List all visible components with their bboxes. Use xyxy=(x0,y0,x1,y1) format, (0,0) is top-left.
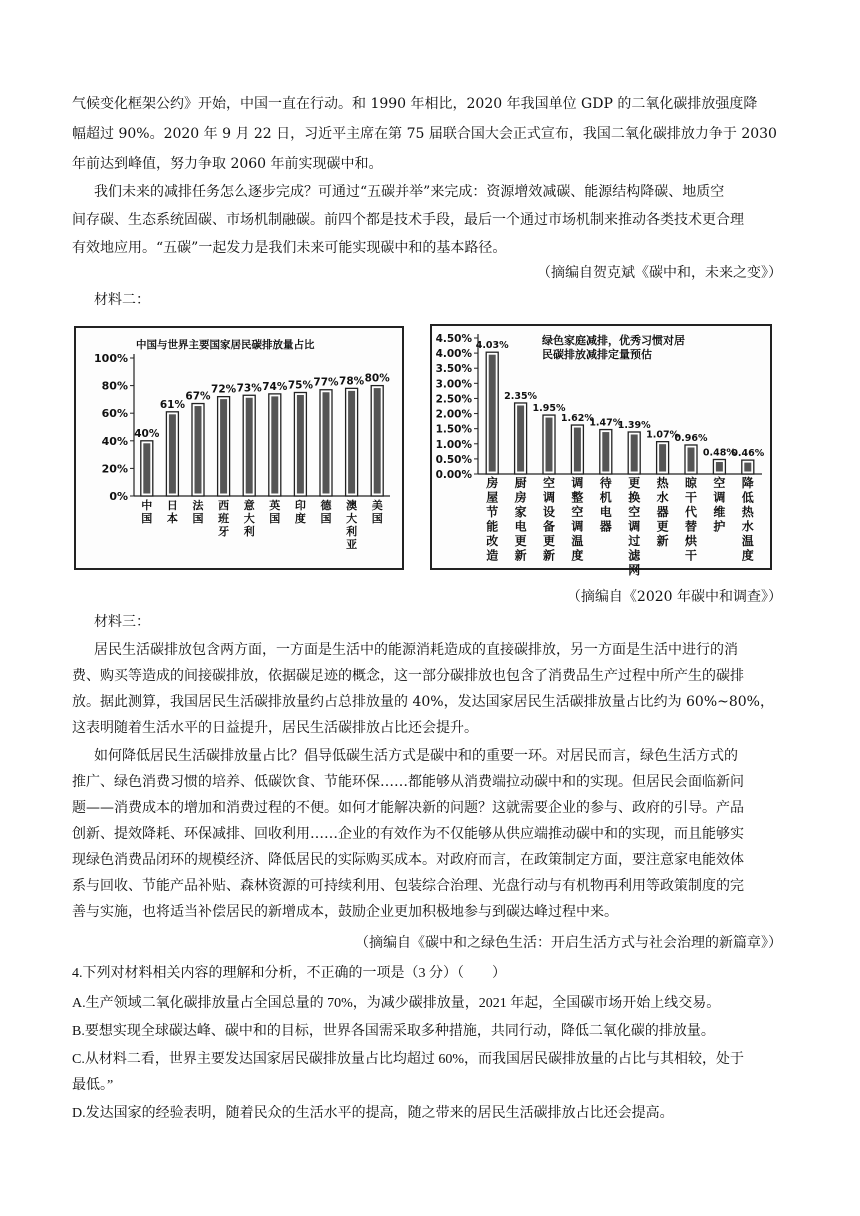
category-label-char: 调 xyxy=(713,490,726,505)
bar-fill xyxy=(546,418,553,472)
chart-title-line-2: 民碳排放减排定量预估 xyxy=(542,348,652,361)
chart-green-household-reduction xyxy=(430,324,772,577)
data-label: 80% xyxy=(364,372,390,385)
category-label-char: 利 xyxy=(346,525,358,538)
y-tick-label: 100% xyxy=(94,352,128,365)
category-label-char: 器 xyxy=(599,519,612,534)
paragraph-line: 间存碳、生态系统固碳、市场机制融碳。前四个都是技术手段，最后一个通过市场机制来推动各类技术更合理 xyxy=(72,212,744,228)
category-label-char: 空 xyxy=(571,505,584,519)
category-label-char: 能 xyxy=(486,519,499,534)
category-label-char: 设 xyxy=(542,505,556,519)
category-label-char: 整 xyxy=(571,490,584,505)
paragraph-line: 有效地应用。“五碳”一起发力是我们未来可能实现碳中和的基本路径。 xyxy=(72,240,507,256)
category-label-char: 家 xyxy=(514,505,527,519)
category-label-char: 本 xyxy=(166,512,178,525)
bar-fill xyxy=(246,398,253,494)
category-label-char: 国 xyxy=(269,512,281,525)
category-label-char: 待 xyxy=(599,476,612,490)
bar-fill xyxy=(348,391,355,494)
category-label-char: 度 xyxy=(741,548,754,563)
category-label-char: 晾 xyxy=(684,476,698,490)
category-label-char: 房 xyxy=(514,490,527,505)
source-citation: （摘编自贺克斌《碳中和，未来之变》） xyxy=(537,265,782,281)
y-tick-label: 2.50% xyxy=(435,393,472,406)
y-tick-label: 3.00% xyxy=(435,378,472,391)
material-3-heading: 材料三： xyxy=(94,614,150,630)
y-tick-label: 4.50% xyxy=(435,333,472,345)
category-label-char: 中 xyxy=(141,499,153,512)
category-label-char: 国 xyxy=(141,512,153,525)
category-label-char: 法 xyxy=(192,499,204,512)
y-tick-label: 0.50% xyxy=(435,453,472,466)
category-label-char: 大 xyxy=(243,512,255,525)
y-tick-label: 80% xyxy=(101,379,128,393)
category-label-char: 调 xyxy=(542,490,556,505)
data-label: 78% xyxy=(339,375,365,388)
category-label-char: 器 xyxy=(656,505,669,519)
category-label-char: 调 xyxy=(628,519,641,534)
bar-fill xyxy=(602,432,609,471)
category-label-char: 低 xyxy=(741,490,754,505)
category-label-char: 班 xyxy=(218,512,230,525)
category-label-char: 度 xyxy=(294,512,306,525)
option-b: B.要想实现全球碳达峰、碳中和的目标，世界各国需采取多种措施，共同行动，降低二氧化碳的排放量。 xyxy=(72,1024,715,1039)
y-tick-label: 4.00% xyxy=(435,348,472,361)
category-label-char: 造 xyxy=(486,548,499,563)
option-c: C.从材料二看，世界主要发达国家居民碳排放量占比均超过 60%，而我国居民碳排放量的占比与其相较，处于 xyxy=(72,1052,744,1067)
bar-fill xyxy=(744,463,751,472)
y-tick-label: 40% xyxy=(101,434,128,448)
category-label-char: 更 xyxy=(656,519,669,534)
paragraph-line: 推广、绿色消费习惯的培养、低碳饮食、节能环保……都能够从消费端拉动碳中和的实现。但居民会面临新问 xyxy=(72,774,744,790)
category-label-char: 德 xyxy=(320,499,332,512)
category-label-char: 美 xyxy=(371,499,383,512)
category-label-char: 日 xyxy=(166,499,178,512)
paragraph-line: 年前达到峰值，努力争取 2060 年前实现碳中和。 xyxy=(72,156,383,172)
option-a: A.生产领域二氧化碳排放量占全国总量的 70%，为减少碳排放量，2021 年起，全国碳市场开始上线交易。 xyxy=(72,996,721,1011)
category-label-char: 过 xyxy=(628,534,641,548)
category-label-char: 网 xyxy=(628,563,641,577)
category-label-char: 水 xyxy=(656,490,669,505)
paragraph-line: 幅超过 90%。2020 年 9 月 22 日，习近平主席在第 75 届联合国大会正式宣布，我国二氧化碳排放力争于 2030 xyxy=(72,126,777,142)
bar-fill xyxy=(716,462,723,472)
chart-1-svg xyxy=(76,328,402,568)
category-label-char: 温 xyxy=(741,534,754,548)
y-tick-label: 1.00% xyxy=(435,438,472,451)
category-label-char: 亚 xyxy=(346,538,358,551)
category-label-char: 利 xyxy=(243,525,255,538)
category-label-char: 国 xyxy=(192,512,204,525)
bar-fill xyxy=(220,399,227,493)
paragraph-line: 费、购买等造成的间接碳排放，依据碳足迹的概念，这一部分碳排放也包含了消费品生产过程中所产生的碳排 xyxy=(72,668,744,684)
bar-fill xyxy=(688,447,695,471)
data-label: 1.95% xyxy=(532,403,566,415)
bar-fill xyxy=(374,388,381,493)
category-label-char: 烘 xyxy=(684,534,698,548)
category-label-char: 西 xyxy=(218,499,230,512)
y-tick-label: 20% xyxy=(101,462,128,476)
category-label-char: 改 xyxy=(486,534,499,548)
paragraph-line: 创新、提效降耗、环保减排、回收利用……企业的有效作为不仅能够从供应端推动碳中和的实现，而且能够实 xyxy=(72,826,744,842)
category-label-char: 维 xyxy=(713,505,726,519)
bar-fill xyxy=(195,406,202,493)
bar-fill xyxy=(631,434,638,471)
chart-residential-emission-share xyxy=(74,326,404,570)
category-label-char: 降 xyxy=(741,476,754,490)
category-label-char: 大 xyxy=(346,512,358,525)
bar-fill xyxy=(659,444,666,471)
category-label-char: 印 xyxy=(294,499,306,512)
question-stem: 4.下列对材料相关内容的理解和分析，不正确的一项是（3 分）（ ） xyxy=(72,966,506,981)
data-label: 1.47% xyxy=(589,417,623,429)
bar-fill xyxy=(297,395,304,494)
category-label-char: 国 xyxy=(371,512,383,525)
category-label-char: 意 xyxy=(243,499,255,512)
y-tick-label: 2.00% xyxy=(435,408,472,421)
bar-fill xyxy=(143,443,150,493)
source-citation: （摘编自《2020 年碳中和调查》） xyxy=(566,589,782,605)
paragraph-line: 善与实施，也将适当补偿居民的新增成本，鼓励企业更加积极地参与到碳达峰过程中来。 xyxy=(72,904,618,920)
data-label: 40% xyxy=(134,427,160,440)
data-label: 4.03% xyxy=(475,340,509,352)
category-label-char: 更 xyxy=(628,476,641,490)
category-label-char: 电 xyxy=(514,519,527,534)
chart-title-line-1: 绿色家庭减排，优秀习惯对居 xyxy=(542,334,685,347)
category-label-char: 国 xyxy=(320,512,332,525)
paragraph-line: 放。据此测算，我国居民生活碳排放量约占总排放量的 40%，发达国家居民生活碳排放量占比约为 60%~80%， xyxy=(72,694,774,710)
source-citation: （摘编自《碳中和之绿色生活：开启生活方式与社会治理的新篇章》） xyxy=(355,935,782,951)
category-label-char: 干 xyxy=(684,548,698,563)
category-label-char: 度 xyxy=(571,548,584,563)
y-tick-label: 60% xyxy=(101,407,128,421)
category-label-char: 节 xyxy=(486,505,499,519)
bar-fill xyxy=(574,428,581,472)
paragraph-line: 题——消费成本的增加和消费过程的不便。如何才能解决新的问题？这就需要企业的参与、政府的引导。产品 xyxy=(72,800,744,816)
category-label-char: 机 xyxy=(599,490,612,505)
category-label-char: 屋 xyxy=(486,490,499,505)
data-label: 0.48% xyxy=(702,447,736,459)
y-tick-label: 0% xyxy=(109,490,128,503)
y-tick-label: 0.00% xyxy=(435,469,472,481)
data-label: 75% xyxy=(287,379,313,392)
category-label-char: 热 xyxy=(741,505,754,519)
data-label: 77% xyxy=(313,376,339,389)
category-label-char: 牙 xyxy=(218,525,230,538)
y-tick-label: 1.50% xyxy=(435,423,472,436)
option-c-continued: 最低。” xyxy=(72,1078,114,1093)
category-label-char: 换 xyxy=(628,490,641,505)
category-label-char: 备 xyxy=(542,519,556,534)
data-label: 74% xyxy=(262,380,288,393)
data-label: 2.35% xyxy=(504,390,538,402)
category-label-char: 澳 xyxy=(346,499,358,512)
data-label: 1.07% xyxy=(646,429,680,441)
material-2-heading: 材料二： xyxy=(94,292,150,308)
paragraph-line: 系与回收、节能产品补贴、森林资源的可持续利用、包装综合治理、光盘行动与有机物再利用等政策制度的完 xyxy=(72,878,744,894)
paragraph-line: 气候变化框架公约》开始，中国一直在行动。和 1990 年相比，2020 年我国单位 GDP 的二氧化碳排放强度降 xyxy=(72,96,758,112)
category-label-char: 空 xyxy=(713,476,726,490)
category-label-char: 厨 xyxy=(514,476,527,490)
category-label-char: 代 xyxy=(684,505,698,519)
paragraph-line: 如何降低居民生活碳排放量占比？倡导低碳生活方式是碳中和的重要一环。对居民而言，绿色生活方式的 xyxy=(94,748,738,764)
category-label-char: 更 xyxy=(514,534,527,548)
data-label: 72% xyxy=(211,383,237,396)
bar-fill xyxy=(169,414,176,493)
category-label-char: 调 xyxy=(571,476,584,490)
category-label-char: 空 xyxy=(628,505,641,519)
category-label-char: 房 xyxy=(486,476,499,490)
category-label-char: 新 xyxy=(514,548,527,563)
y-tick-label: 3.50% xyxy=(435,363,472,376)
paragraph-line: 我们未来的减排任务怎么逐步完成？可通过“五碳并举”来完成：资源增效减碳、能源结构降碳、地质空 xyxy=(94,184,725,200)
data-label: 61% xyxy=(159,398,185,411)
data-label: 1.39% xyxy=(617,419,651,431)
category-label-char: 英 xyxy=(269,499,281,512)
category-label-char: 更 xyxy=(542,534,556,548)
category-label-char: 干 xyxy=(684,490,698,505)
category-label-char: 新 xyxy=(656,534,669,548)
category-label-char: 替 xyxy=(684,519,698,534)
bar-fill xyxy=(489,355,496,472)
data-label: 0.96% xyxy=(674,432,708,444)
category-label-char: 温 xyxy=(571,534,584,548)
category-label-char: 调 xyxy=(571,519,584,534)
category-label-char: 电 xyxy=(599,505,612,519)
data-label: 1.62% xyxy=(560,413,594,425)
chart-2-svg xyxy=(432,326,770,577)
category-label-char: 新 xyxy=(542,548,556,563)
paragraph-line: 居民生活碳排放包含两方面，一方面是生活中的能源消耗造成的直接碳排放，另一方面是生活中进行的消 xyxy=(94,642,738,658)
category-label-char: 护 xyxy=(713,519,726,534)
data-label: 0.46% xyxy=(731,448,765,460)
paragraph-line: 这表明随着生活水平的日益提升，居民生活碳排放占比还会提升。 xyxy=(72,720,478,736)
category-label-char: 水 xyxy=(741,519,754,534)
option-d: D.发达国家的经验表明，随着民众的生活水平的提高，随之带来的居民生活碳排放占比还会提高。 xyxy=(72,1106,674,1121)
category-label-char: 滤 xyxy=(628,548,641,563)
category-label-char: 空 xyxy=(542,476,556,490)
bar-fill xyxy=(517,405,524,471)
data-label: 67% xyxy=(185,390,211,403)
paragraph-line: 现绿色消费品闭环的规模经济、降低居民的实际购买成本。对政府而言，在政策制定方面，要注意家电能效体 xyxy=(72,852,744,868)
chart-title: 中国与世界主要国家居民碳排放量占比 xyxy=(136,339,315,351)
data-label: 73% xyxy=(236,382,262,395)
bar-fill xyxy=(271,396,278,493)
bar-fill xyxy=(323,392,330,493)
category-label-char: 热 xyxy=(656,476,669,490)
